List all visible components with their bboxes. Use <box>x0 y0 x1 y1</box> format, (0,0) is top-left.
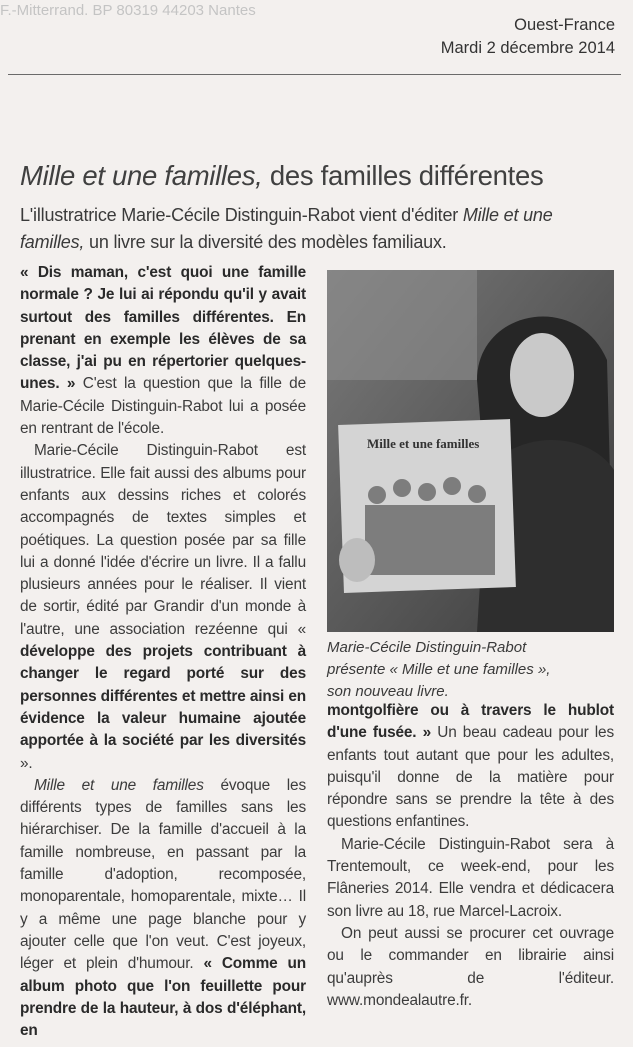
paragraph <box>20 262 306 440</box>
headline-rest: des familles différentes <box>262 160 544 191</box>
header-rule <box>8 74 621 75</box>
quote: « Comme un album photo que l'on feuillette pour prendre de la hauteur, à dos d'éléphant, en <box>20 955 306 1040</box>
caption-line: Marie-Cécile Distinguin-Rabot <box>327 639 527 656</box>
newspaper-name: Ouest-France <box>514 16 615 34</box>
text: ». <box>20 754 33 772</box>
standfirst-text: un livre sur la diversité des modèles familiaux. <box>84 232 447 252</box>
photo-caption <box>327 637 550 703</box>
headline-book-title: Mille et une familles, <box>20 160 263 191</box>
book-title: Mille et une familles <box>34 776 204 794</box>
masthead <box>441 14 615 60</box>
paragraph <box>327 923 614 1012</box>
paragraph <box>20 440 306 774</box>
standfirst-book-title: Mille et une familles, <box>20 205 553 252</box>
publication-date: Mardi 2 décembre 2014 <box>440 39 615 57</box>
text: On peut aussi se procurer cet ouvrage ou le commander en librairie ainsi qu'auprès de l'éditeur. www.mondealautre.fr. <box>327 924 614 1009</box>
article-column-left <box>20 262 306 1042</box>
address-fragment: F.-Mitterrand. BP 80319 44203 Nantes <box>0 2 256 19</box>
article-column-right <box>327 700 614 1012</box>
quote: développe des projets contribuant à changer le regard porté sur des personnes différentes et mettre ainsi en évidence la valeur humaine ajoutée apportée à la société par les diversités <box>20 643 306 750</box>
quote: montgolfière ou à travers le hublot d'une fusée. » <box>327 702 614 742</box>
paragraph <box>327 834 614 923</box>
hand <box>339 538 375 582</box>
wall-drawings <box>327 270 477 380</box>
text: C'est la question que la fille de Marie-Cécile Distinguin-Rabot lui a posée en rentrant de l'école. <box>20 375 306 438</box>
text: Marie-Cécile Distinguin-Rabot est illustratrice. Elle fait aussi des albums pour enfants aux dessins riches et colorés accompagnés de textes simples et poétiques. La question posée par sa fille lui a donné l'idée d'écrire un livre. Il a fallu plusieurs années pour le réaliser. Il vient de sortir, édité par Grandir d'un monde à l'autre, une association rezéenne qui « <box>20 442 306 638</box>
headline <box>20 160 543 192</box>
caption-line: son nouveau livre. <box>327 683 449 700</box>
text: Un beau cadeau pour les enfants tout autant que pour les adultes, puisqu'il donne de la matière pour répondre sans se prendre la tête à des questions enfantines. <box>327 724 615 831</box>
face <box>510 333 574 417</box>
paragraph <box>327 700 614 834</box>
book-cover-title: Mille et une familles <box>367 436 480 451</box>
quote: « Dis maman, c'est quoi une famille normale ? Je lui ai répondu qu'il y avait surtout des familles différentes. En prenant en exemple les élèves de sa classe, j'ai pu en répertorier quelques-unes. » <box>20 264 306 393</box>
standfirst <box>20 202 600 256</box>
article-photo <box>327 270 614 632</box>
text: Marie-Cécile Distinguin-Rabot sera à Trentemoult, ce week-end, pour les Flâneries 2014. Elle vendra et dédicacera son livre au 18, rue Marcel-Lacroix. <box>327 835 614 920</box>
text: évoque les différents types de familles sans les hiérarchiser. De la famille d'accueil à la famille nombreuse, en passant par la famille d'adoption, recomposée, monoparentale, homoparentale, mixte… Il y a même une page blanche pour y ajouter celle que l'on veut. C'est joyeux, léger et plein d'humour. <box>20 776 307 973</box>
standfirst-text: L'illustratrice Marie-Cécile Distinguin-Rabot vient d'éditer <box>20 205 463 225</box>
paragraph <box>20 775 306 1043</box>
caption-line: présente « Mille et une familles », <box>327 661 551 678</box>
